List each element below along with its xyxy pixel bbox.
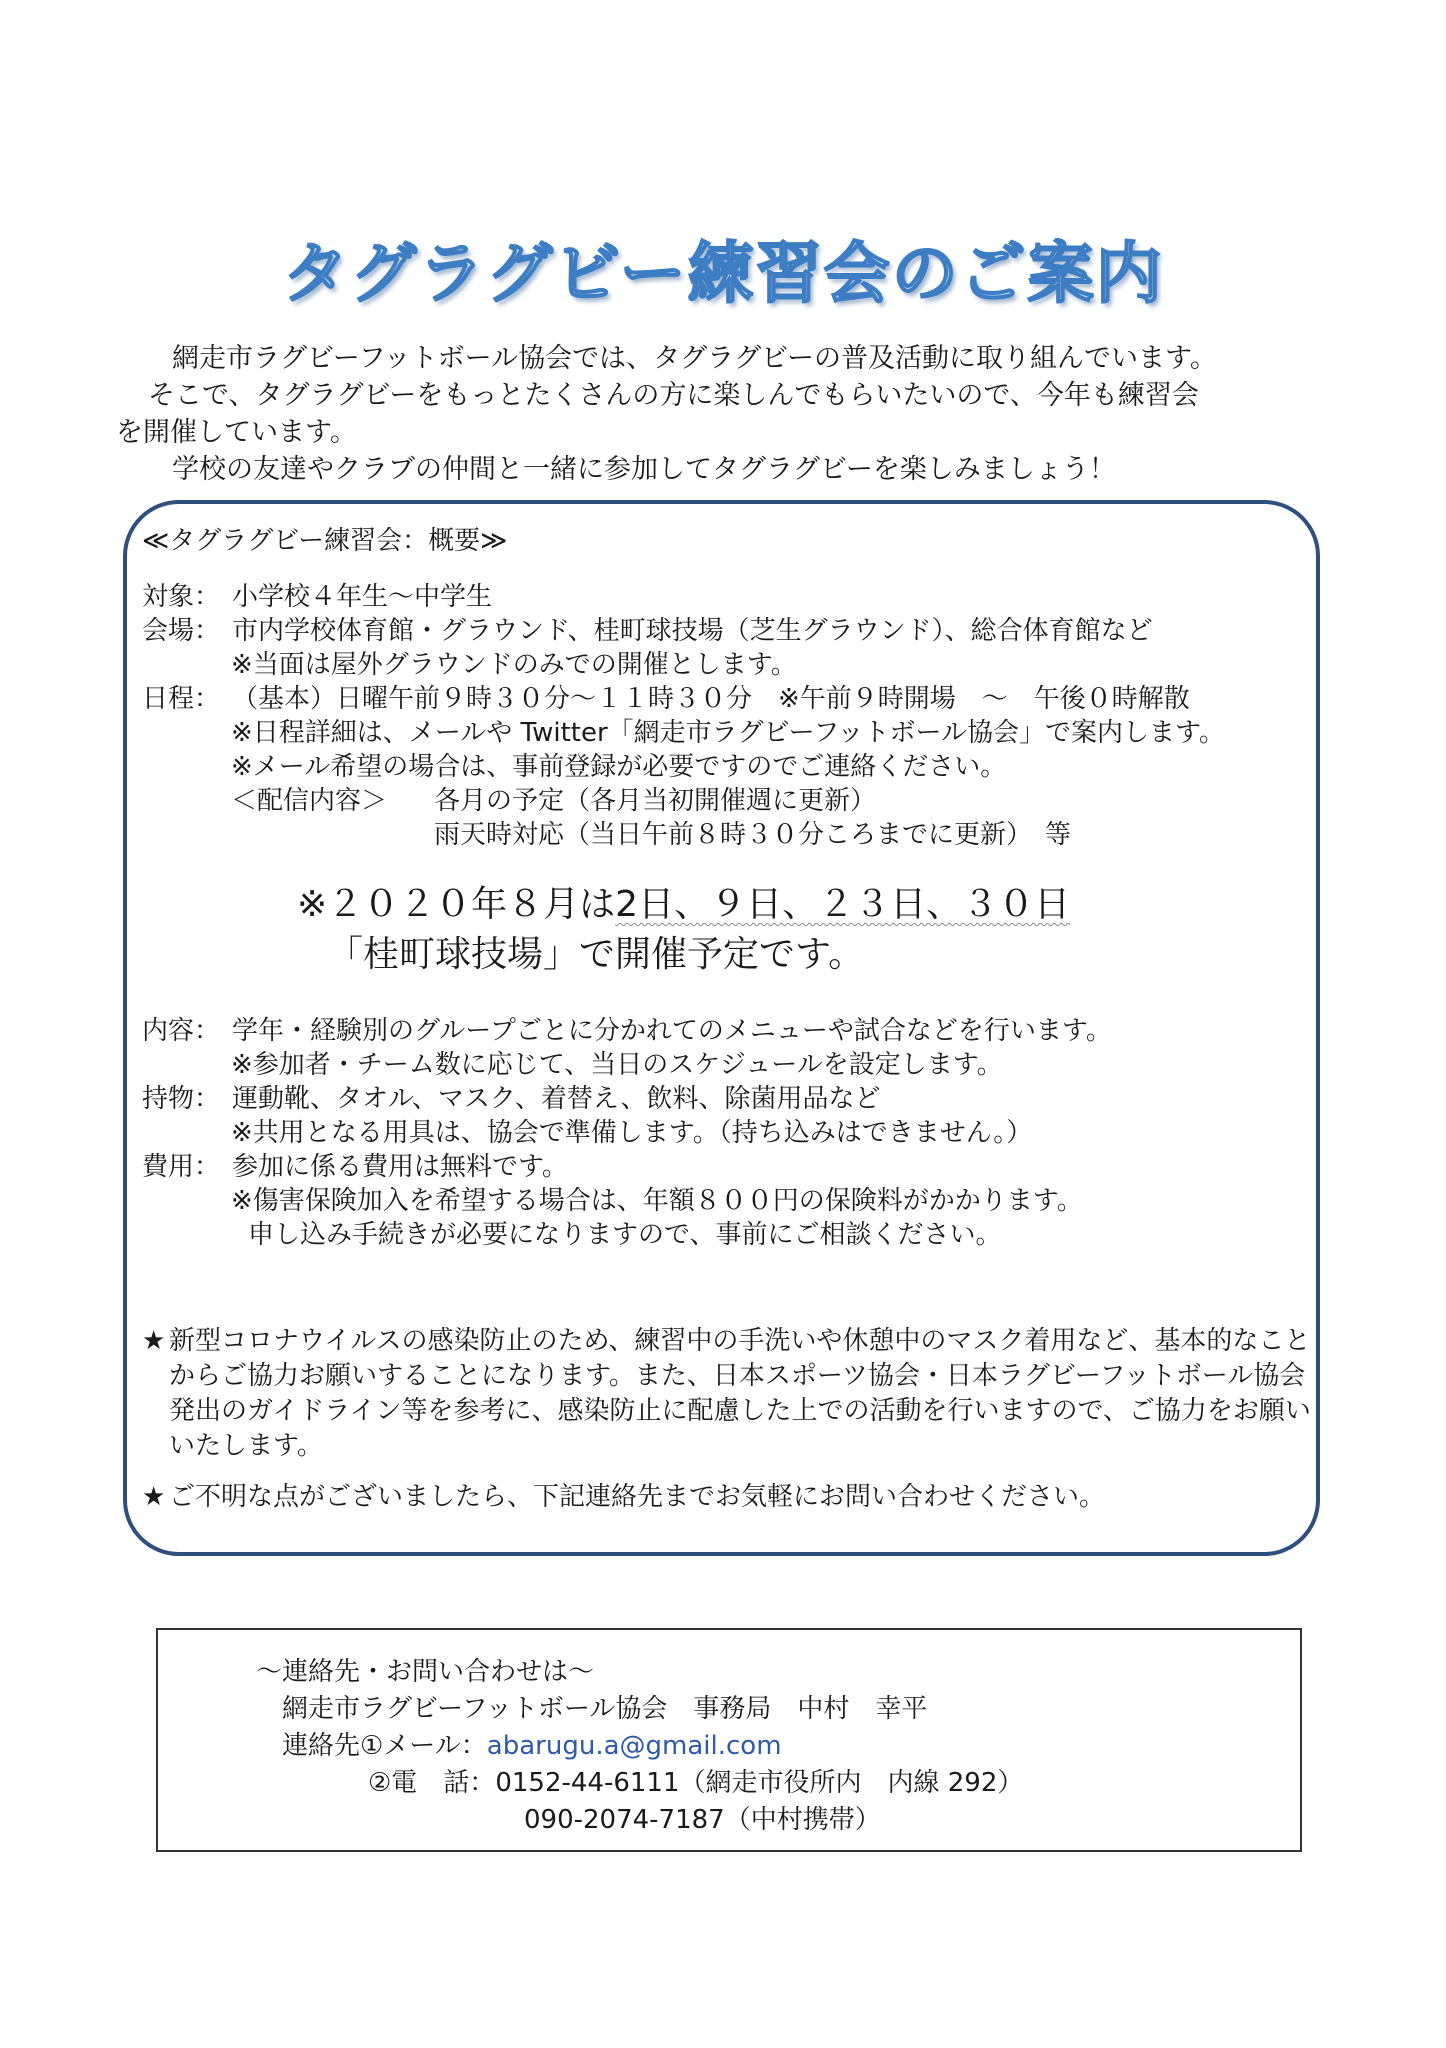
items-value: 運動靴、タオル、マスク、着替え、飲料、除菌用品など [232, 1084, 881, 1114]
delivery-row [142, 784, 1312, 818]
contact-phone-row [256, 1765, 1023, 1802]
overview-heading: ≪タグラグビー練習会：概要≫ [142, 526, 508, 556]
august-notice [142, 880, 1312, 980]
fee-note-2: 申し込み手続きが必要になりますので、事前にご相談ください。 [248, 1220, 1002, 1250]
notice-line-1 [142, 880, 1312, 930]
target-row [142, 580, 1312, 614]
target-value: 小学校４年生～中学生 [232, 582, 493, 612]
intro-line-4: 学校の友達やクラブの仲間と一緒に参加してタグラグビーを楽しみましょう！ [172, 454, 1116, 485]
items-note: ※共用となる用具は、協会で準備します。（持ち込みはできません。） [231, 1118, 1033, 1148]
page-title: タグラグビー練習会のご案内 [282, 235, 1164, 312]
venue-row [142, 614, 1312, 648]
phone-number-1: 0152-44-6111（網走市役所内 内線 292） [495, 1768, 1024, 1798]
star-notices [142, 1324, 1312, 1515]
fee-row [142, 1150, 1312, 1184]
inquiry-notice-text: ご不明な点がございましたら、下記連絡先までお気軽にお問い合わせください。 [169, 1482, 1106, 1512]
schedule-row [142, 682, 1312, 716]
notice-line-2: 「桂町球技場」で開催予定です。 [327, 934, 865, 975]
schedule-label: 日程： [142, 684, 221, 714]
delivery-label: ＜配信内容＞ [231, 786, 388, 816]
covid-notice [142, 1324, 1312, 1464]
content-note: ※参加者・チーム数に応じて、当日のスケジュールを設定します。 [231, 1050, 1003, 1080]
content-value: 学年・経験別のグループごとに分かれてのメニューや試合などを行います。 [232, 1016, 1112, 1046]
star-icon: ★ [142, 1326, 166, 1356]
venue-value: 市内学校体育館・グラウンド、桂町球技場（芝生グラウンド）、総合体育館など [232, 616, 1153, 646]
items-label: 持物： [142, 1084, 221, 1114]
contact-email-row [256, 1728, 1023, 1765]
venue-label: 会場： [142, 616, 221, 646]
schedule-note-2: ※メール希望の場合は、事前登録が必要ですのでご連絡ください。 [231, 752, 1007, 782]
schedule-note-1: ※日程詳細は、メールや Twitter「網走市ラグビーフットボール協会」で案内します。 [231, 718, 1225, 748]
overview-box [123, 500, 1320, 1556]
content-row [142, 1014, 1312, 1048]
contact-box [156, 1628, 1302, 1852]
delivery-item-2: 雨天時対応（当日午前８時３０分ころまでに更新） 等 [434, 820, 1072, 850]
intro-line-2: そこで、タグラグビーをもっとたくさんの方に楽しんでもらいたいので、今年も練習会 [148, 380, 1199, 411]
contact-heading: ～連絡先・お問い合わせは～ [256, 1657, 595, 1687]
target-label: 対象： [142, 582, 221, 612]
intro-line-3: を開催しています。 [116, 417, 357, 448]
inquiry-notice [142, 1480, 1312, 1515]
notice-dates: 2日、９日、２３日、３０日 [615, 884, 1071, 925]
venue-note: ※当面は屋外グラウンドのみでの開催とします。 [231, 650, 797, 680]
star-icon: ★ [142, 1482, 166, 1512]
covid-notice-text: 新型コロナウイルスの感染防止のため、練習中の手洗いや休憩中のマスク着用など、基本的なことからご協力お願いすることになります。また、日本スポーツ協会・日本ラグビーフットボール協会発出のガイドライン等を参考に、感染防止に配慮した上での活動を行いますので、ご協力をお願いいたします。 [169, 1326, 1311, 1461]
delivery-item-1: 各月の予定（各月当初開催週に更新） [434, 786, 877, 816]
schedule-value: （基本）日曜午前９時３０分～１１時３０分 ※午前９時開場 ～ 午後０時解散 [232, 684, 1190, 714]
phone-label: ②電 話： [368, 1768, 496, 1798]
intro-text [116, 340, 1330, 488]
email-link[interactable]: abarugu.a@gmail.com [486, 1731, 782, 1761]
content-label: 内容： [142, 1016, 221, 1046]
email-label: 連絡先①メール： [282, 1731, 487, 1761]
contact-organization: 網走市ラグビーフットボール協会 事務局 中村 幸平 [282, 1694, 928, 1724]
notice-prefix: ※２０２０年８月は [297, 884, 616, 925]
phone-number-2: 090-2074-7187（中村携帯） [524, 1805, 881, 1835]
intro-line-1: 網走市ラグビーフットボール協会では、タグラグビーの普及活動に取り組んでいます。 [172, 343, 1217, 374]
items-row [142, 1082, 1312, 1116]
fee-value: 参加に係る費用は無料です。 [232, 1152, 568, 1182]
fee-label: 費用： [142, 1152, 221, 1182]
fee-note-1: ※傷害保険加入を希望する場合は、年額８００円の保険料がかかります。 [231, 1186, 1083, 1216]
